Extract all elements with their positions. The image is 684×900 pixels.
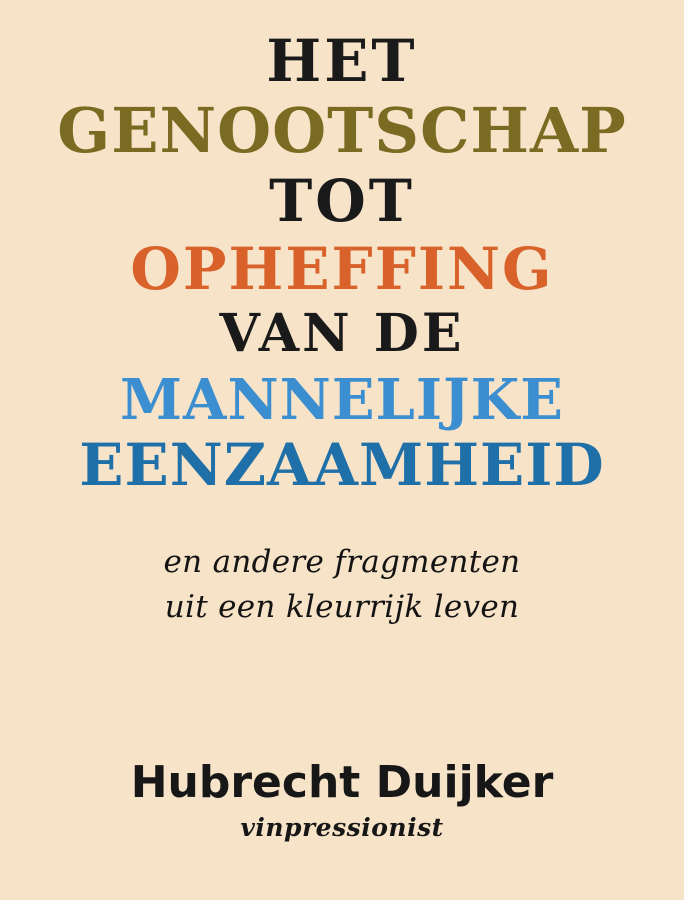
- title-line-5: VAN DE: [219, 303, 465, 364]
- author-name: Hubrecht Duijker: [130, 756, 554, 808]
- title-line-1: HET: [266, 27, 418, 95]
- title-line-4: OPHEFFING: [130, 235, 554, 303]
- title-line-6: MANNELIJKE: [120, 367, 564, 433]
- author-role: vinpressionist: [240, 813, 444, 842]
- subtitle-block: [164, 540, 521, 630]
- title-line-7: EENZAAMHEID: [79, 431, 605, 499]
- subtitle-line-2: uit een kleurrijk leven: [164, 588, 520, 625]
- subtitle-line-1: en andere fragmenten: [163, 544, 521, 580]
- author-block: [0, 756, 684, 842]
- title-block: [0, 27, 684, 499]
- title-line-2: GENOOTSCHAP: [57, 94, 627, 167]
- title-line-3: TOT: [269, 167, 415, 235]
